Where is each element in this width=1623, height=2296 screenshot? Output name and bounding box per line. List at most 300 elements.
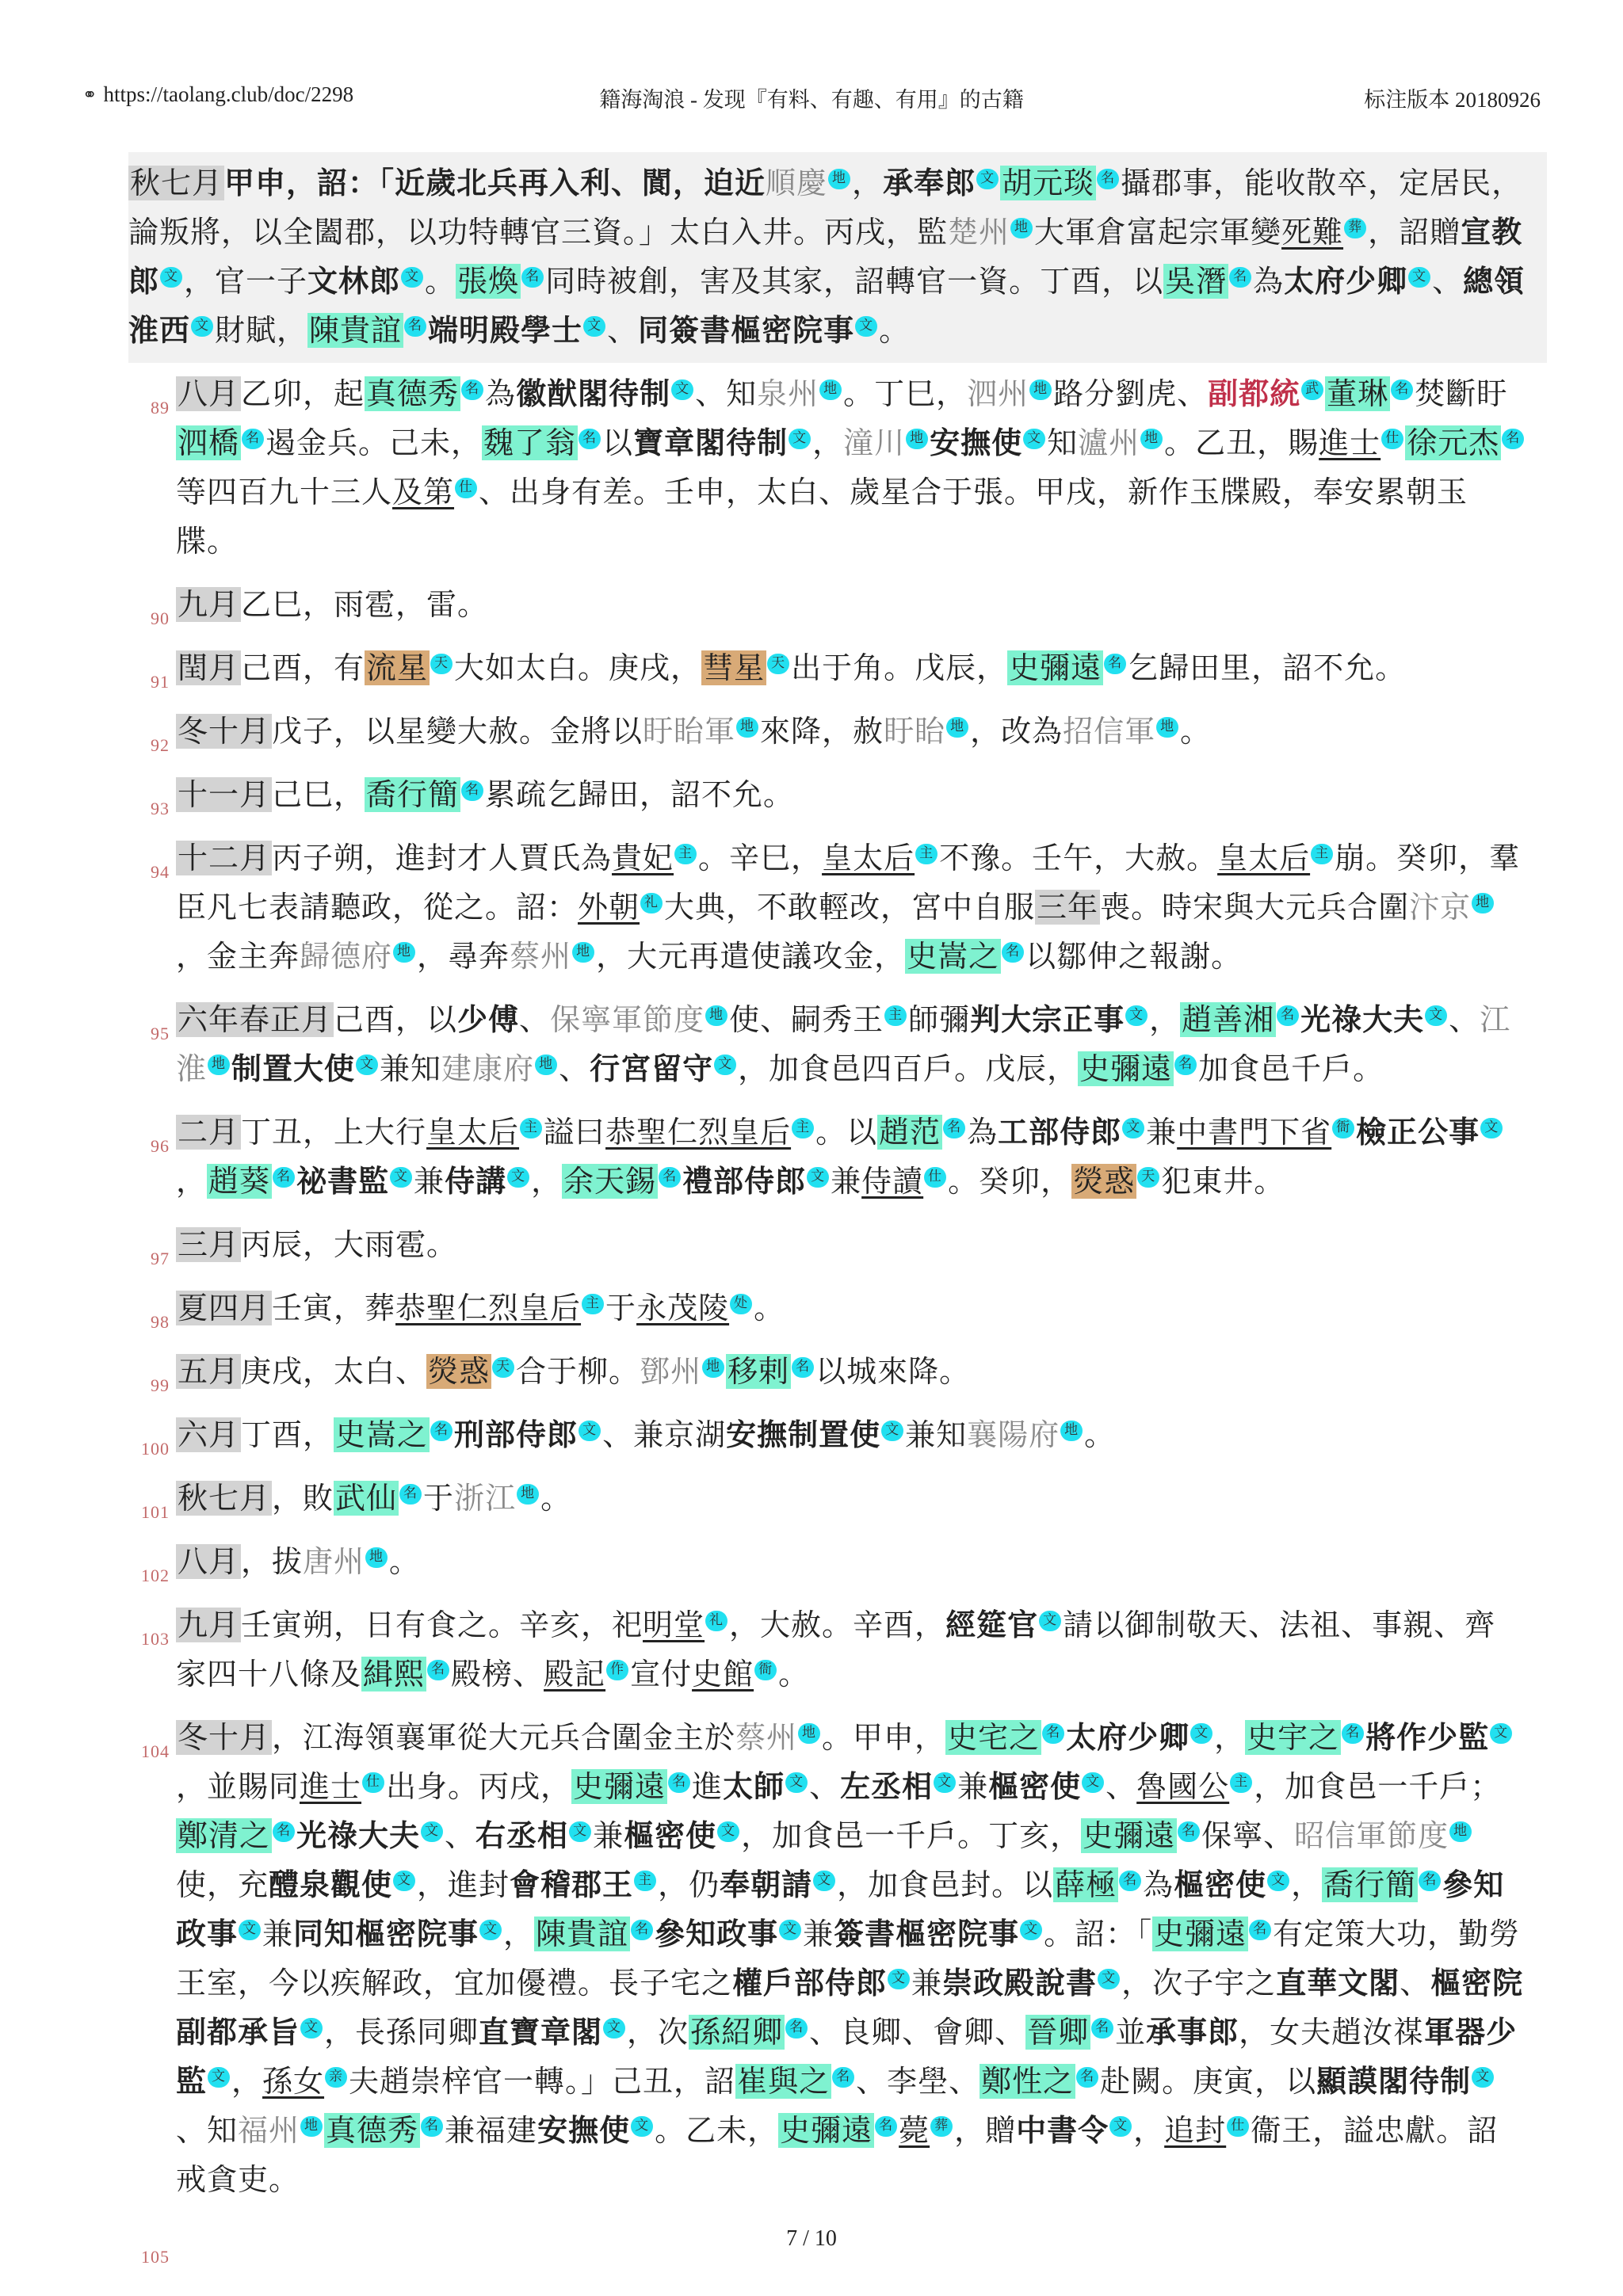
text: 犯東井。 <box>1161 1164 1285 1199</box>
line-number: 97 <box>151 1249 170 1268</box>
office-tag-icon: 文 <box>239 1920 261 1940</box>
name-tag-icon: 名 <box>1174 1055 1197 1075</box>
name-tag-icon: 名 <box>1091 2018 1113 2039</box>
name-tag-icon: 名 <box>631 1920 653 1940</box>
line-number: 100 <box>141 1439 170 1459</box>
office-tag-icon: 文 <box>421 1821 443 1842</box>
text: 喪。時宋與大元兵合圍 <box>1100 890 1410 925</box>
line-number: 102 <box>141 1566 170 1585</box>
text: 以鄒伸之報謝。 <box>1025 939 1243 974</box>
line-number: 96 <box>151 1136 170 1156</box>
text: 兼福建 <box>445 2113 538 2148</box>
office: 同簽書樞密院事 <box>638 312 855 348</box>
text: 為 <box>1253 264 1285 299</box>
office-tag-icon: 文 <box>807 1167 829 1188</box>
exam-tag-icon: 仕 <box>362 1772 384 1793</box>
person-name: 史彌遠 <box>1083 1818 1176 1853</box>
book-tag-icon: 作 <box>606 1660 628 1680</box>
name-tag-icon: 名 <box>875 2116 897 2137</box>
text: ， <box>1149 1002 1181 1037</box>
person-name: 鄭性之 <box>981 2064 1075 2099</box>
text: 、 <box>809 1769 841 1804</box>
ritual-term: 外朝 <box>578 890 640 925</box>
line-number: 90 <box>151 608 170 628</box>
office: 徽猷閣待制 <box>516 376 671 411</box>
page-header <box>0 82 1623 114</box>
date-marker: 九月 <box>178 587 240 622</box>
place: 汴京 <box>1409 890 1472 925</box>
office: 樞密使 <box>624 1817 717 1853</box>
place: 鄧州 <box>640 1354 702 1389</box>
line-number: 105 <box>141 2247 170 2267</box>
astro-tag-icon: 天 <box>430 654 453 674</box>
royal-title: 恭聖仁烈皇后 <box>395 1291 582 1325</box>
header-title: 籍海淘浪 - 发现『有料、有趣、有用』的古籍 <box>599 88 1024 112</box>
office: 少傅 <box>457 1001 520 1037</box>
office-tag-icon: 文 <box>479 1920 502 1940</box>
text: 乞歸田里，詔不允。 <box>1128 650 1407 685</box>
office-tag-icon: 文 <box>1490 1723 1512 1744</box>
office-tag-icon: 文 <box>603 2018 625 2039</box>
place: 盱眙 <box>884 714 946 749</box>
office-tag-icon: 文 <box>1109 2116 1132 2137</box>
office: 禮部侍郎 <box>682 1163 807 1199</box>
office: 同知樞密院事 <box>293 1916 479 1951</box>
death-tag-icon: 葬 <box>1344 218 1366 238</box>
office: 侍講 <box>445 1163 507 1199</box>
office: 總領淮西 <box>128 263 1526 348</box>
text: ，加食邑一千戶。丁亥， <box>741 1818 1082 1853</box>
name-tag-icon: 名 <box>1104 654 1126 674</box>
paragraph-88 <box>128 152 1547 363</box>
text: 赴闕。庚寅，以 <box>1100 2064 1317 2099</box>
date-marker: 十二月 <box>178 841 271 875</box>
name-tag-icon: 名 <box>785 2018 808 2039</box>
text: ，大赦。辛酉， <box>729 1608 946 1642</box>
office-tag-icon: 文 <box>855 316 877 337</box>
page-number: 7 / 10 <box>786 2226 837 2251</box>
royal-tag-icon: 主 <box>1230 1772 1252 1793</box>
text: 殿榜、 <box>451 1657 544 1691</box>
office: 左丞相 <box>840 1768 934 1804</box>
person-name: 余天錫 <box>563 1164 657 1199</box>
office-tag-icon: 文 <box>393 1871 415 1891</box>
paragraph-104 <box>128 1707 1547 2212</box>
family-tag-icon: 亲 <box>325 2067 347 2088</box>
office: 樞密使 <box>1174 1867 1267 1902</box>
office: 奉朝請 <box>720 1867 813 1902</box>
office: 參知政事 <box>176 1867 1505 1951</box>
text: 。 <box>1084 1417 1116 1452</box>
royal-title: 會稽郡王 <box>510 1867 634 1902</box>
text: 、 <box>1400 1966 1431 2000</box>
date-marker: 五月 <box>178 1354 240 1389</box>
office: 將作少監 <box>1365 1719 1490 1755</box>
place: 泉州 <box>757 376 819 411</box>
place-tag-icon: 地 <box>393 942 415 963</box>
text: 、 <box>1449 1002 1480 1037</box>
date-marker: 六年春正月 <box>178 1002 333 1037</box>
text: 。 <box>1180 714 1212 749</box>
text: 。 <box>540 1481 572 1516</box>
text: 、出身有差。壬申，太白、歲星合于張。甲戌，新作玉牒殿，奉安累朝玉牒。 <box>176 475 1468 559</box>
exam-term: 及第 <box>392 475 455 509</box>
name-tag-icon: 名 <box>421 2116 443 2137</box>
text: 使，充 <box>176 1867 269 1902</box>
celestial: 熒惑 <box>428 1354 491 1389</box>
name-tag-icon: 名 <box>399 1484 422 1505</box>
place-tag-icon: 地 <box>906 429 928 449</box>
text: ，長孫同卿 <box>324 2015 479 2050</box>
name-tag-icon: 名 <box>1229 267 1251 288</box>
office: 崇政殿說書 <box>942 1965 1098 2000</box>
royal-title: 恭聖仁烈皇后 <box>605 1115 792 1150</box>
text: 、良卿、會卿、 <box>809 2015 1026 2050</box>
text: 兼 <box>803 1917 834 1951</box>
place-tag-icon: 地 <box>1060 1421 1083 1441</box>
office: 太府少卿 <box>1066 1719 1190 1755</box>
office-tag-icon: 文 <box>1408 267 1430 288</box>
text: 庚戌，太白、 <box>241 1354 427 1389</box>
office: 祕書監 <box>296 1163 390 1199</box>
text: 、 <box>519 1002 551 1037</box>
place-tag-icon: 地 <box>1472 893 1494 913</box>
text: 出于角。戊辰， <box>791 650 1008 685</box>
place-tag-icon: 地 <box>705 1005 727 1026</box>
royal-tag-icon: 主 <box>884 1005 907 1026</box>
royal-title: 皇太后 <box>822 841 915 875</box>
text: 。癸卯， <box>948 1164 1072 1199</box>
person-name: 吳潛 <box>1165 264 1228 299</box>
paragraph-92 <box>128 700 1547 764</box>
text: ， <box>531 1164 563 1199</box>
paragraph-97 <box>128 1214 1547 1277</box>
text: ，金主奔 <box>176 939 300 974</box>
celestial: 熒惑 <box>1073 1164 1136 1199</box>
place: 蔡州 <box>735 1720 798 1755</box>
header-url[interactable]: https://taolang.club/doc/2298 <box>103 82 354 106</box>
name-tag-icon: 名 <box>273 1167 295 1188</box>
office-tag-icon: 文 <box>401 267 423 288</box>
text: 乙巳，雨雹，雷。 <box>241 587 489 622</box>
text: 。 <box>778 1657 810 1691</box>
text: 等四百九十三人 <box>176 475 393 509</box>
name-tag-icon: 名 <box>1249 1920 1271 1940</box>
royal-title: 皇太后 <box>1217 841 1311 875</box>
text: ，並賜同 <box>176 1769 300 1804</box>
place-tag-icon: 地 <box>798 1723 820 1744</box>
office: 中書令 <box>1016 2112 1109 2148</box>
text: 遏金兵。己未， <box>265 425 483 460</box>
line-number: 101 <box>141 1502 170 1522</box>
office-tag-icon: 文 <box>1190 1723 1212 1744</box>
text: ， <box>176 1164 208 1199</box>
office: 直寶章閣 <box>479 2014 603 2050</box>
office: 右丞相 <box>475 1817 569 1853</box>
place: 建康府 <box>441 1051 535 1086</box>
text: 。甲申， <box>822 1720 946 1755</box>
office: 寶章閣待制 <box>633 425 789 460</box>
yamen-tag-icon: 衙 <box>1332 1118 1354 1138</box>
exam-tag-icon: 仕 <box>455 478 477 498</box>
place: 順慶 <box>766 166 828 200</box>
text: ，官一子 <box>184 264 308 299</box>
text: 甲申，詔：「近歲北兵再入利、閬，迫近 <box>224 165 766 200</box>
text: ， <box>231 2064 263 2099</box>
place-tag-icon: 地 <box>819 379 842 400</box>
person-name: 鄭清之 <box>178 1818 271 1853</box>
paragraph-96 <box>128 1101 1547 1214</box>
book-term: 殿記 <box>544 1657 606 1691</box>
person-name: 董琳 <box>1327 376 1389 411</box>
date-marker: 三月 <box>178 1227 240 1262</box>
exam-tag-icon: 仕 <box>924 1167 946 1188</box>
text: 戊子，以星變大赦。金將以 <box>272 714 643 749</box>
text: 為 <box>967 1115 999 1150</box>
line-number: 92 <box>151 735 170 755</box>
text: ， <box>1214 1720 1246 1755</box>
text: 壬寅朔，日有食之。辛亥，祀 <box>241 1608 643 1642</box>
text: ，江海領襄軍從大元兵合圍金主於 <box>272 1720 736 1755</box>
text: ，女夫趙汝禖 <box>1239 2015 1425 2050</box>
text: 兼知 <box>905 1417 968 1452</box>
text: 保寧、 <box>1201 1818 1295 1853</box>
event-term: 薨 <box>899 2113 930 2148</box>
text: 、知 <box>695 376 758 411</box>
text: 兼 <box>831 1164 862 1199</box>
text: 使、嗣秀王 <box>729 1002 884 1037</box>
date-marker: 冬十月 <box>178 714 271 749</box>
astro-tag-icon: 天 <box>1137 1167 1159 1188</box>
name-tag-icon: 名 <box>1342 1723 1364 1744</box>
office: 安撫使 <box>537 2112 631 2148</box>
text: 、知 <box>176 2113 239 2148</box>
text: 、 <box>1106 1769 1137 1804</box>
name-tag-icon: 名 <box>242 429 264 449</box>
text: ， <box>1291 1867 1323 1902</box>
paragraph-91 <box>128 637 1547 700</box>
office-tag-icon: 文 <box>583 316 605 337</box>
office-tag-icon: 文 <box>1023 429 1045 449</box>
paragraph-99 <box>128 1341 1547 1404</box>
name-tag-icon: 名 <box>792 1357 814 1378</box>
paragraph-93 <box>128 764 1547 827</box>
royal-title: 皇太后 <box>426 1115 520 1150</box>
name-tag-icon: 名 <box>461 379 483 400</box>
text: ， <box>503 1917 535 1951</box>
person-name: 晉卿 <box>1027 2015 1090 2050</box>
line-number: 99 <box>151 1375 170 1395</box>
text: 。乙未， <box>655 2113 779 2148</box>
office-tag-icon: 文 <box>785 1772 808 1793</box>
text: 衞王，謚忠獻。詔戒貪吏。 <box>176 2113 1499 2197</box>
place: 昭信軍節度 <box>1294 1818 1449 1853</box>
place: 盱眙軍 <box>643 714 736 749</box>
document-body <box>128 152 1547 2274</box>
text: ，仍 <box>658 1867 720 1902</box>
text: 。 <box>425 264 456 299</box>
text: ，加食邑封。以 <box>837 1867 1054 1902</box>
text: 。 <box>879 313 911 348</box>
name-tag-icon: 名 <box>832 2067 854 2088</box>
date-marker: 秋七月 <box>178 1481 271 1516</box>
yamen-term: 史館 <box>692 1657 754 1691</box>
military-tag-icon: 武 <box>1301 379 1323 400</box>
place: 歸德府 <box>300 939 393 974</box>
text: 為 <box>1143 1867 1174 1902</box>
date-marker: 夏四月 <box>178 1291 271 1325</box>
office: 承事郎 <box>1146 2014 1239 2050</box>
office: 顯謨閣待制 <box>1316 2063 1472 2099</box>
royal-tag-icon: 主 <box>582 1294 604 1314</box>
royal-title: 魯國公 <box>1136 1769 1230 1804</box>
astro-tag-icon: 天 <box>492 1357 514 1378</box>
office: 行宮留守 <box>590 1051 714 1086</box>
person-name: 喬行簡 <box>366 777 460 812</box>
paragraph-94 <box>128 827 1547 989</box>
office: 制置大使 <box>231 1051 356 1086</box>
tomb-term: 永茂陵 <box>636 1291 730 1325</box>
header-version: 标注版本 20180926 <box>1364 88 1541 112</box>
person-name: 史彌遠 <box>573 1769 666 1804</box>
name-tag-icon: 名 <box>404 316 426 337</box>
office-tag-icon: 文 <box>579 1421 601 1441</box>
paragraph-95 <box>128 989 1547 1101</box>
place-tag-icon: 地 <box>572 942 594 963</box>
text: 以 <box>602 425 634 460</box>
text: ，尋奔 <box>417 939 510 974</box>
text: ，次 <box>627 2015 689 2050</box>
royal-tag-icon: 主 <box>520 1118 542 1138</box>
text: 師彌 <box>908 1002 971 1037</box>
text: 。詔：「 <box>1044 1917 1153 1951</box>
office: 刑部侍郎 <box>454 1417 579 1452</box>
office-tag-icon: 文 <box>714 1055 736 1075</box>
exam-term: 追封 <box>1164 2113 1227 2148</box>
office-tag-icon: 文 <box>888 1969 910 1989</box>
person-name: 史彌遠 <box>780 2113 873 2148</box>
text: 、 <box>559 1051 590 1086</box>
office: 醴泉觀使 <box>269 1867 393 1902</box>
text: 。丁巳， <box>843 376 968 411</box>
line-number: 103 <box>141 1629 170 1649</box>
text: 大軍倉富起宗軍變 <box>1034 215 1282 250</box>
office-tag-icon: 文 <box>507 1167 529 1188</box>
name-tag-icon: 名 <box>1419 1871 1441 1891</box>
name-tag-icon: 名 <box>427 1660 449 1680</box>
family-term: 孫女 <box>262 2064 325 2099</box>
text: 不豫。壬午，大赦。 <box>939 841 1218 875</box>
military-office: 副都統 <box>1208 376 1301 411</box>
place-tag-icon: 地 <box>828 169 850 189</box>
name-tag-icon: 名 <box>1502 429 1524 449</box>
text: 、 <box>1432 264 1464 299</box>
text: 夫趙崇梓官一轉。」己丑，詔 <box>349 2064 736 2099</box>
office-tag-icon: 文 <box>813 1871 835 1891</box>
yamen-term: 中書門下省 <box>1177 1115 1332 1150</box>
office-tag-icon: 文 <box>881 1421 903 1441</box>
person-name: 趙葵 <box>208 1164 271 1199</box>
office-tag-icon: 文 <box>208 2067 230 2088</box>
royal-title: 貴妃 <box>612 841 674 875</box>
yamen-tag-icon: 衙 <box>754 1660 777 1680</box>
name-tag-icon: 名 <box>461 780 483 801</box>
place: 保寧軍節度 <box>550 1002 705 1037</box>
line-number: 104 <box>141 1741 170 1761</box>
text: 進 <box>692 1769 724 1804</box>
exam-term: 進士 <box>300 1769 362 1804</box>
place: 襄陽府 <box>967 1417 1060 1452</box>
text: 兼知 <box>380 1051 442 1086</box>
date-marker: 六月 <box>178 1417 240 1452</box>
person-name: 史彌遠 <box>1079 1051 1173 1086</box>
office-tag-icon: 文 <box>1122 1118 1144 1138</box>
office: 安撫使 <box>930 425 1023 460</box>
text: 壬寅，葬 <box>272 1291 396 1325</box>
line-number: 93 <box>151 799 170 818</box>
date-marker: 秋七月 <box>130 166 223 200</box>
office-tag-icon: 文 <box>934 1772 956 1793</box>
text: 路分劉虎、 <box>1053 376 1209 411</box>
person-name: 史嵩之 <box>335 1417 429 1452</box>
name-tag-icon: 名 <box>943 1118 965 1138</box>
link-icon: ⚭ <box>82 84 97 105</box>
ritual-tag-icon: 礼 <box>705 1611 727 1631</box>
name-tag-icon: 名 <box>668 1772 690 1793</box>
text: 同時被創，害及其家，詔轉官一資。丁酉，以 <box>545 264 1164 299</box>
place: 江淮 <box>176 1002 1511 1086</box>
text: 。乙丑，賜 <box>1164 425 1319 460</box>
date-marker: 八月 <box>178 376 240 411</box>
text: 兼 <box>593 1818 624 1853</box>
office: 經筵官 <box>945 1607 1039 1642</box>
office-tag-icon: 文 <box>300 2018 323 2039</box>
office: 軍器少監 <box>176 2014 1518 2099</box>
office: 端明殿學士 <box>428 312 583 348</box>
place-tag-icon: 地 <box>365 1547 388 1568</box>
person-name: 趙善湘 <box>1182 1002 1275 1037</box>
place: 潼川 <box>843 425 906 460</box>
place-tag-icon: 地 <box>1156 717 1178 738</box>
text: 于 <box>423 1481 455 1516</box>
office: 權戶部侍郎 <box>732 1965 888 2000</box>
date-marker: 九月 <box>178 1608 240 1642</box>
text: 己酉，有 <box>241 650 365 685</box>
place-tag-icon: 地 <box>702 1357 724 1378</box>
person-name: 魏了翁 <box>483 425 577 460</box>
line-number: 94 <box>151 862 170 882</box>
line-number: 91 <box>151 672 170 692</box>
paragraph-102 <box>128 1531 1547 1594</box>
death-tag-icon: 葬 <box>930 2116 953 2137</box>
office: 樞密使 <box>988 1768 1082 1804</box>
text: ， <box>852 166 884 200</box>
person-name: 崔與之 <box>737 2064 831 2099</box>
office: 參知政事 <box>655 1916 779 1951</box>
line-number: 98 <box>151 1312 170 1332</box>
royal-tag-icon: 主 <box>792 1118 814 1138</box>
office-tag-icon: 文 <box>1125 1005 1148 1026</box>
place-tag-icon: 地 <box>1010 218 1033 238</box>
name-tag-icon: 名 <box>1002 942 1024 963</box>
place-tag-icon: 地 <box>1449 1821 1472 1842</box>
text: 以城來降。 <box>815 1354 971 1389</box>
text: ，改為 <box>970 714 1064 749</box>
place: 泗州 <box>967 376 1029 411</box>
office-tag-icon: 文 <box>1020 1920 1042 1940</box>
person-name: 緝熙 <box>363 1657 426 1691</box>
line-number: 95 <box>151 1024 170 1043</box>
